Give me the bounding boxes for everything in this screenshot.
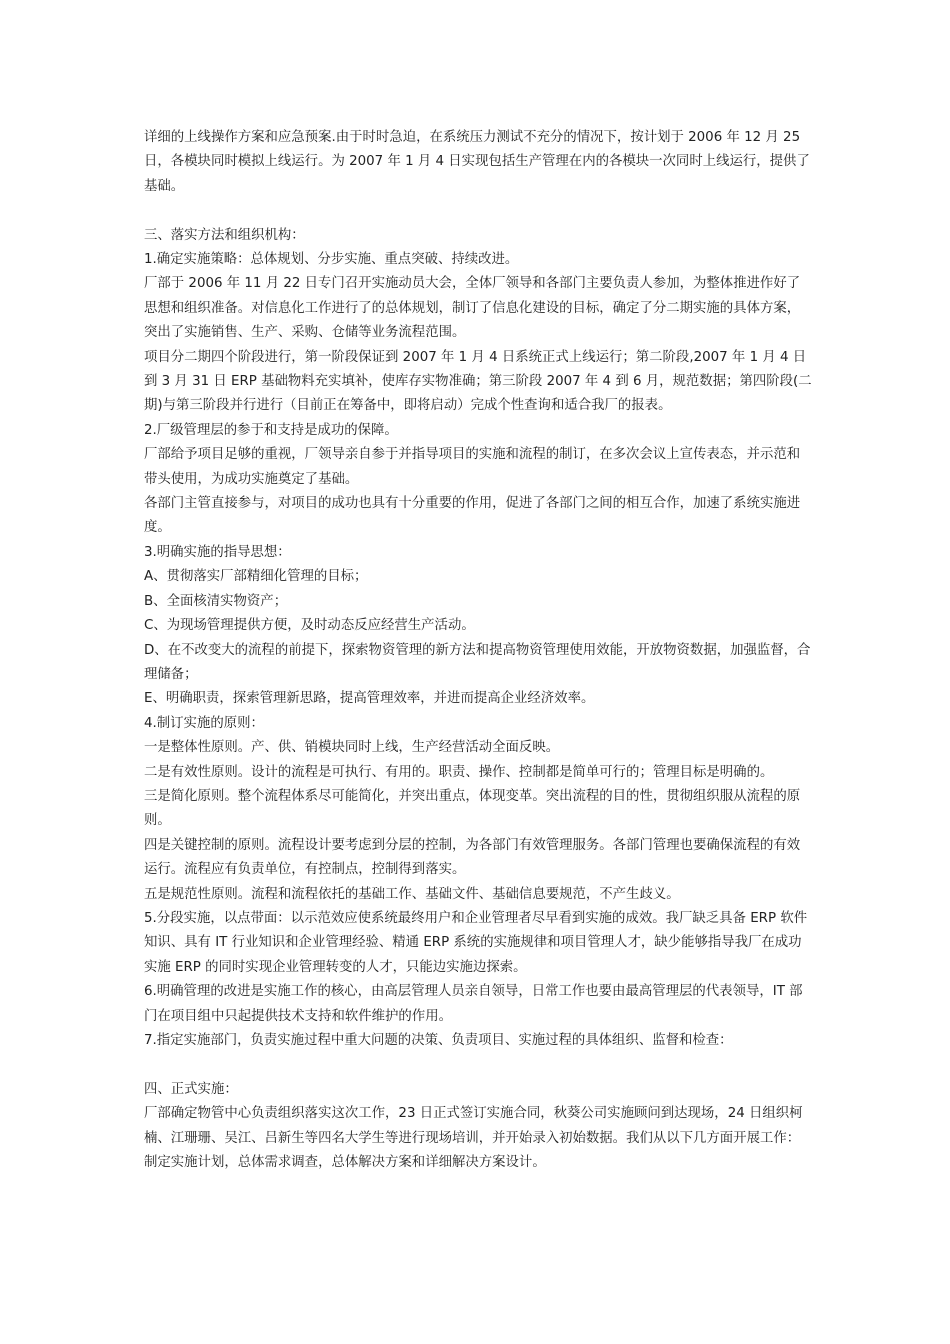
paragraph-intro: 详细的上线操作方案和应急预案.由于时时急迫，在系统压力测试不充分的情况下，按计划于 2006 年 12 月 25 日，各模块同时模拟上线运行。为 2007 年 1 月 4 日实现包括生产管理在内的各模块一次同时上线运行，提供了基础。	[144, 130, 810, 194]
paragraph: 厂部给予项目足够的重视，厂领导亲自参于并指导项目的实施和流程的制订，在多次会议上宣传表态，并示范和带头使用，为成功实施奠定了基础。	[144, 447, 801, 487]
principle-5: 五是规范性原则。流程和流程依托的基础工作、基础文件、基础信息要规范，不产生歧义。	[144, 886, 680, 902]
list-item-a: A、贯彻落实厂部精细化管理的目标；	[144, 569, 368, 585]
item-6-paragraph: 6.明确管理的改进是实施工作的核心，由高层管理人员亲自领导，日常工作也要由最高管理层的代表领导，IT 部门在项目组中只起提供技术支持和软件维护的作用。	[144, 984, 803, 1024]
document-body	[144, 126, 812, 1175]
item-1-heading: 1.确定实施策略：总体规划、分步实施、重点突破、持续改进。	[144, 252, 519, 268]
paragraph: 厂部于 2006 年 11 月 22 日专门召开实施动员大会，全体厂领导和各部门主要负责人参加，为整体推进作好了思想和组织准备。对信息化工作进行了的总体规划，制订了信息化建设的目标，确定了分二期实施的具体方案，突出了实施销售、生产、采购、仓储等业务流程范围。	[144, 276, 801, 341]
item-7-paragraph: 7.指定实施部门，负责实施过程中重大问题的决策、负责项目、实施过程的具体组织、监督和检查：	[144, 1033, 733, 1049]
list-item-e: E、明确职责，探索管理新思路，提高管理效率，并进而提高企业经济效率。	[144, 691, 595, 707]
section-heading-4: 四、正式实施：	[144, 1081, 238, 1097]
item-2-heading: 2.厂级管理层的参于和支持是成功的保障。	[144, 422, 398, 438]
blank-line	[144, 1053, 812, 1077]
paragraph: 各部门主管直接参与，对项目的成功也具有十分重要的作用，促进了各部门之间的相互合作，加速了系统实施进度。	[144, 496, 801, 536]
paragraph: 项目分二期四个阶段进行，第一阶段保证到 2007 年 1 月 4 日系统正式上线运行；第二阶段,2007 年 1 月 4 日到 3 月 31 日 ERP 基础物料充实填补，使库存实物准确；第三阶段 2007 年 4 到 6 月，规范数据；第四阶段(二期)与第三阶段并行进行（目前正在筹备中，即将启动）完成个性查询和适合我厂的报表。	[144, 349, 812, 414]
principle-1: 一是整体性原则。产、供、销模块同时上线，生产经营活动全面反映。	[144, 740, 560, 756]
item-3-heading: 3.明确实施的指导思想：	[144, 544, 291, 560]
principle-3: 三是简化原则。整个流程体系尽可能简化，并突出重点，体现变革。突出流程的目的性，贯彻组织服从流程的原则。	[144, 788, 801, 829]
blank-line	[144, 199, 812, 223]
paragraph-final: 制定实施计划，总体需求调查，总体解决方案和详细解决方案设计。	[144, 1155, 546, 1171]
principle-4: 四是关键控制的原则。流程设计要考虑到分层的控制，为各部门有效管理服务。各部门管理也要确保流程的有效运行。流程应有负责单位，有控制点，控制得到落实。	[144, 837, 801, 878]
principle-2: 二是有效性原则。设计的流程是可执行、有用的。职责、操作、控制都是简单可行的；管理目标是明确的。	[144, 764, 774, 780]
item-4-heading: 4.制订实施的原则：	[144, 715, 264, 731]
list-item-d: D、在不改变大的流程的前提下，探索物资管理的新方法和提高物资管理使用效能，开放物资数据，加强监督，合理储备；	[144, 642, 811, 682]
list-item-b: B、全面核清实物资产；	[144, 593, 288, 609]
section-heading-3: 三、落实方法和组织机构：	[144, 227, 305, 243]
item-5-paragraph: 5.分段实施，以点带面：以示范效应使系统最终用户和企业管理者尽早看到实施的成效。我厂缺乏具备 ERP 软件知识、具有 IT 行业知识和企业管理经验、精通 ERP 系统的实施规律和项目管理人才，缺少能够指导我厂在成功实施 ERP 的同时实现企业管理转变的人才，只能边实施边探索。	[144, 910, 808, 975]
paragraph: 厂部确定物管中心负责组织落实这次工作，23 日正式签订实施合同，秋葵公司实施顾问到达现场，24 日组织柯楠、江珊珊、吴江、吕新生等四名大学生等进行现场培训，并开始录入初始数据。我们从以下几方面开展工作：	[144, 1106, 803, 1146]
list-item-c: C、为现场管理提供方便，及时动态反应经营生产活动。	[144, 618, 475, 634]
